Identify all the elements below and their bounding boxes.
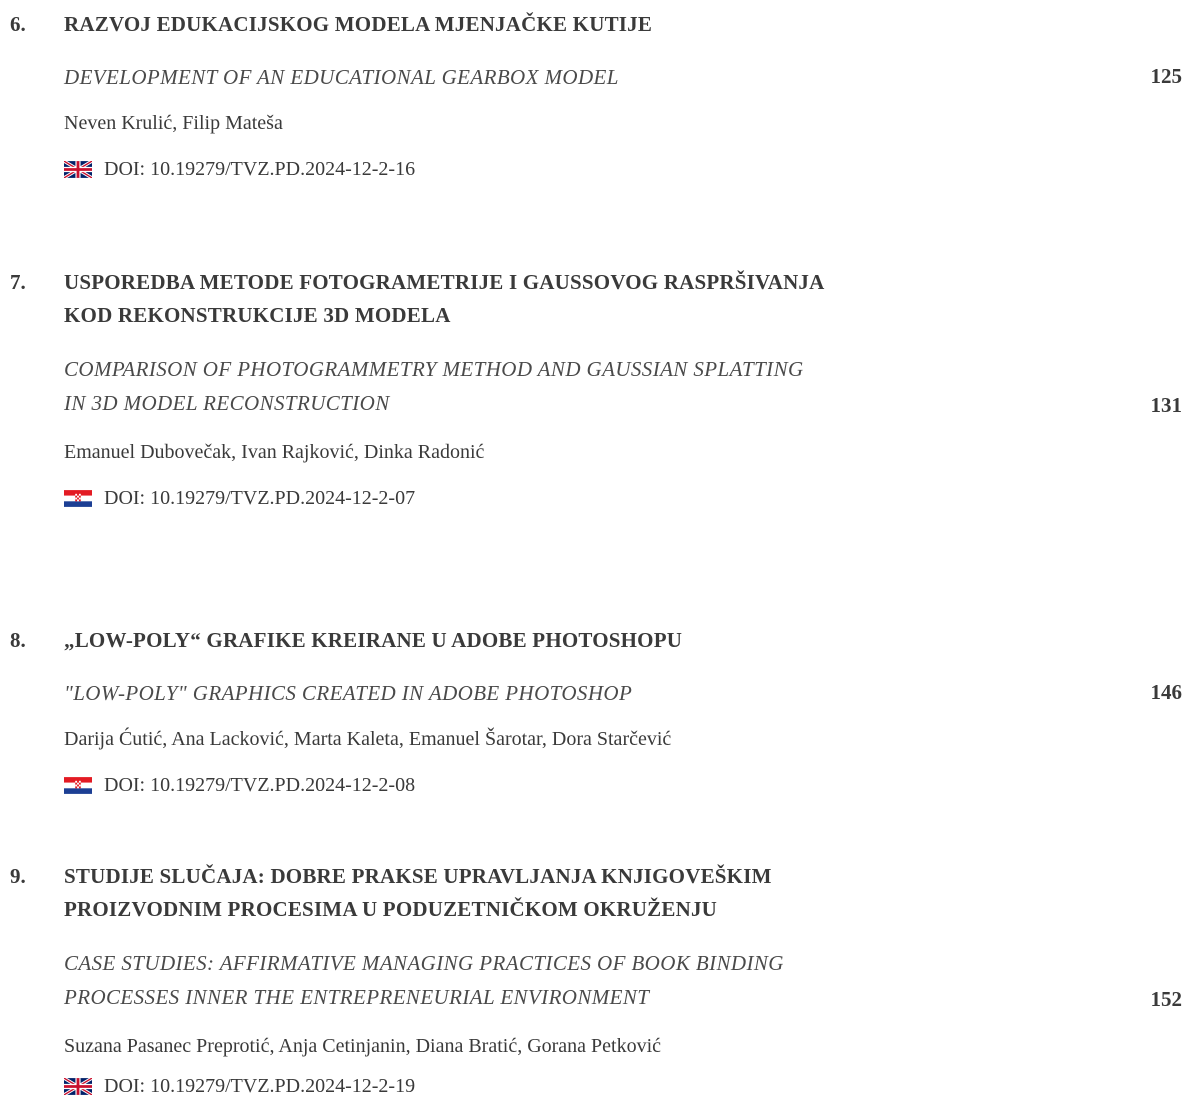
title-en-line[interactable]: DEVELOPMENT OF AN EDUCATIONAL GEARBOX MODEL (64, 65, 619, 89)
title-hr-line: USPOREDBA METODE FOTOGRAMETRIJE I GAUSSOVOG RASPRŠIVANJA (64, 270, 825, 294)
uk-flag-icon (64, 161, 92, 178)
entry-authors: Suzana Pasanec Preprotić, Anja Cetinjanin, Diana Bratić, Gorana Petković (64, 1035, 662, 1057)
title-en-line[interactable]: COMPARISON OF PHOTOGRAMMETRY METHOD AND GAUSSIAN SPLATTING (64, 357, 804, 381)
croatia-flag-icon (64, 490, 92, 507)
doi-text[interactable]: DOI: 10.19279/TVZ.PD.2024-12-2-08 (104, 774, 416, 796)
page-number: 152 (1150, 987, 1182, 1011)
entry-authors: Darija Ćutić, Ana Lacković, Marta Kaleta, Emanuel Šarotar, Dora Starčević (64, 728, 672, 750)
entry-authors: Emanuel Dubovečak, Ivan Rajković, Dinka Radonić (64, 441, 485, 463)
entry-title-hr (64, 266, 1064, 332)
entry-number: 6. (10, 12, 26, 36)
doi-text[interactable]: DOI: 10.19279/TVZ.PD.2024-12-2-07 (104, 487, 416, 509)
entry-title-en[interactable] (64, 946, 1064, 1014)
page-number: 125 (1150, 64, 1182, 88)
croatia-flag-icon (64, 777, 92, 794)
title-hr-line: PROIZVODNIM PROCESIMA U PODUZETNIČKOM OKRUŽENJU (64, 897, 718, 921)
doi-text[interactable]: DOI: 10.19279/TVZ.PD.2024-12-2-19 (104, 1075, 416, 1097)
entry-title-hr (64, 8, 1064, 41)
page-number: 146 (1150, 680, 1182, 704)
title-hr-line: STUDIJE SLUČAJA: DOBRE PRAKSE UPRAVLJANJA KNJIGOVEŠKIM (64, 864, 772, 888)
entry-title-en[interactable] (64, 676, 1064, 710)
entry-authors: Neven Krulić, Filip Mateša (64, 112, 283, 134)
title-en-line[interactable]: IN 3D MODEL RECONSTRUCTION (64, 391, 390, 415)
entry-number: 9. (10, 864, 26, 888)
title-hr-line: RAZVOJ EDUKACIJSKOG MODELA MJENJAČKE KUTIJE (64, 12, 653, 36)
entry-title-en[interactable] (64, 352, 1064, 420)
title-en-line[interactable]: CASE STUDIES: AFFIRMATIVE MANAGING PRACTICES OF BOOK BINDING (64, 951, 784, 975)
doi-row[interactable] (64, 158, 415, 181)
entry-title-hr (64, 860, 1064, 926)
entry-title-hr (64, 624, 1064, 657)
title-en-line[interactable]: "LOW-POLY" GRAPHICS CREATED IN ADOBE PHOTOSHOP (64, 681, 633, 705)
page-number: 131 (1150, 393, 1182, 417)
entry-number: 8. (10, 628, 26, 652)
doi-text[interactable]: DOI: 10.19279/TVZ.PD.2024-12-2-16 (104, 158, 416, 180)
title-en-line[interactable]: PROCESSES INNER THE ENTREPRENEURIAL ENVIRONMENT (64, 985, 650, 1009)
entry-number: 7. (10, 270, 26, 294)
doi-row[interactable] (64, 774, 415, 797)
uk-flag-icon (64, 1078, 92, 1095)
doi-row[interactable] (64, 487, 415, 510)
entry-title-en[interactable] (64, 60, 1064, 94)
title-hr-line: KOD REKONSTRUKCIJE 3D MODELA (64, 303, 451, 327)
title-hr-line: „LOW-POLY“ GRAFIKE KREIRANE U ADOBE PHOTOSHOPU (64, 628, 683, 652)
doi-row[interactable] (64, 1075, 415, 1098)
